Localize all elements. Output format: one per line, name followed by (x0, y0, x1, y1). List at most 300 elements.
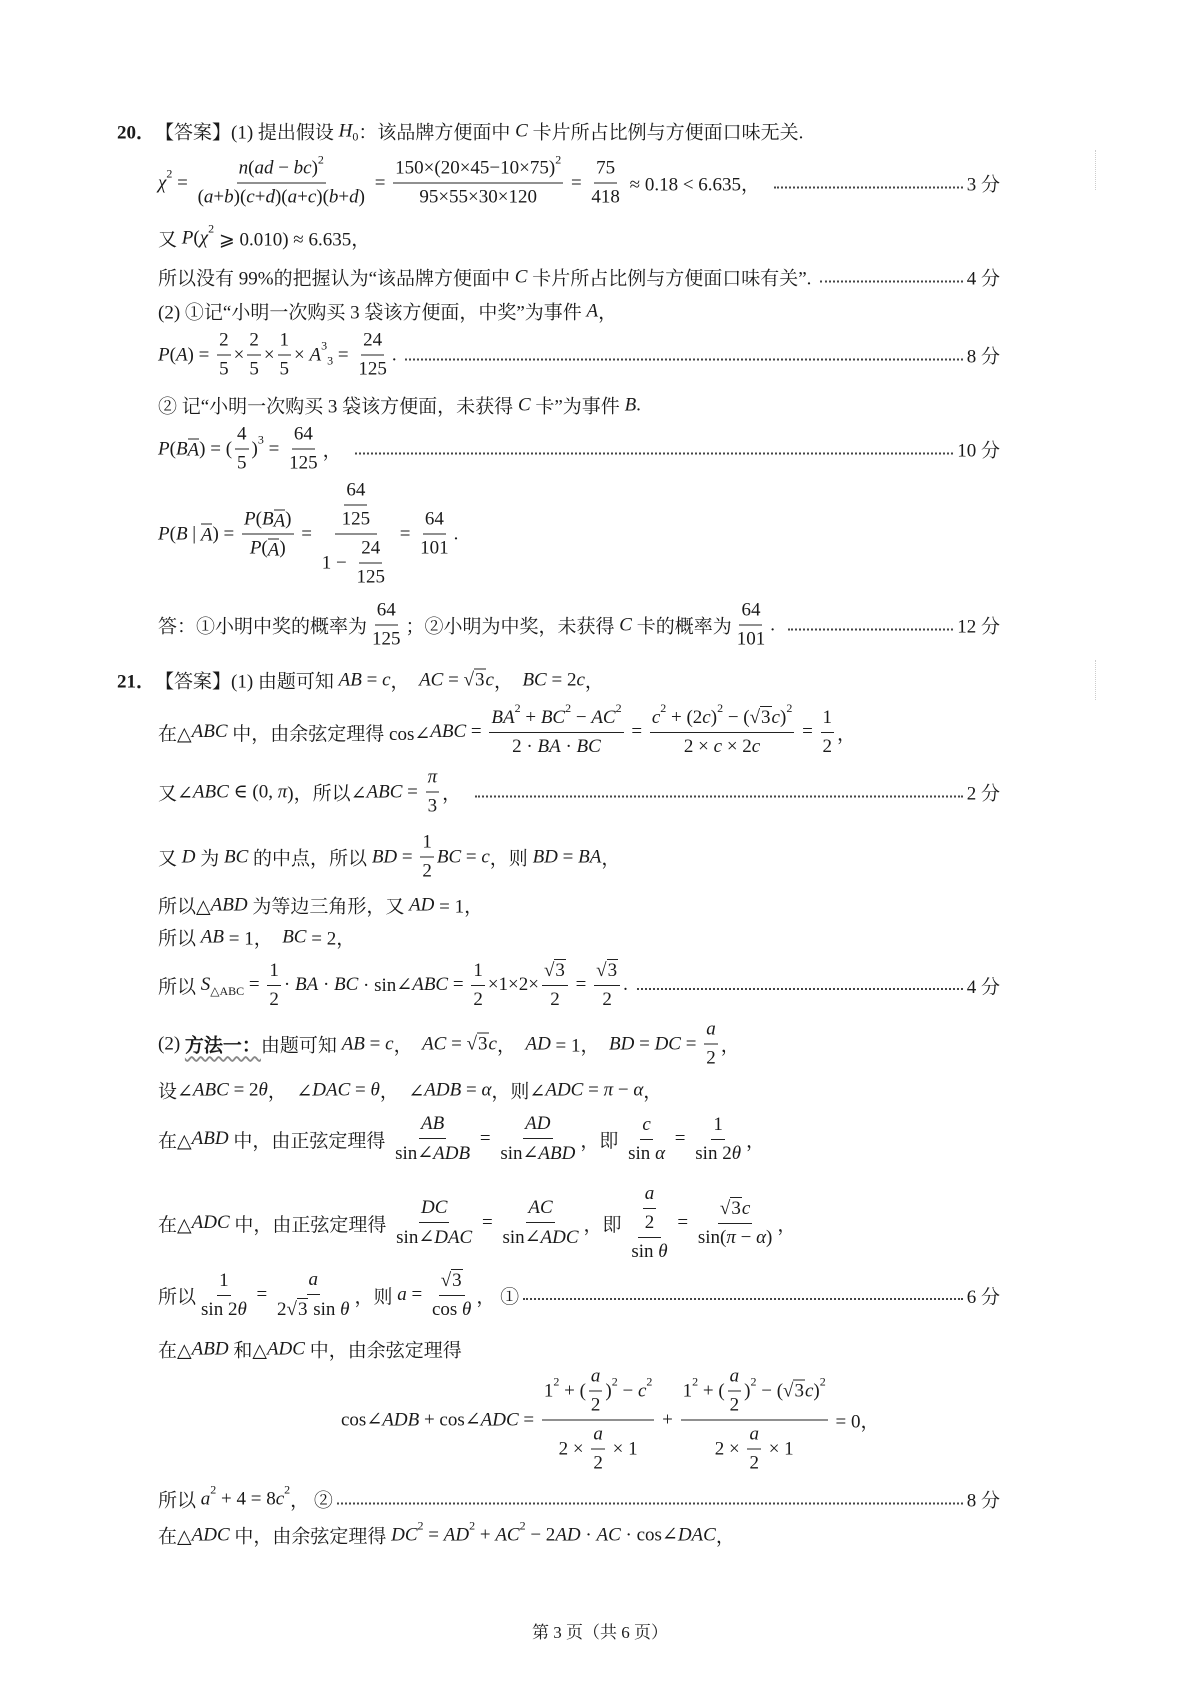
text: 在△ (158, 1340, 192, 1362)
text: ( (261, 537, 268, 559)
text: 卡片所占比例与方便面口味无关. (527, 122, 804, 144)
math-variable: ABD (191, 1338, 229, 1359)
text: 125 (358, 358, 387, 380)
text: 418 (591, 186, 620, 208)
text: ，即 (580, 1130, 624, 1152)
text: ( (169, 438, 176, 459)
text: 【答案】(1) 提出假设 (155, 122, 339, 144)
text: = (566, 172, 587, 193)
text: · (318, 974, 335, 995)
subscript: 0 (352, 129, 359, 144)
denominator (713, 1421, 796, 1475)
fraction (747, 1424, 761, 1475)
math-variable: α (756, 1227, 767, 1248)
text: + ( (559, 1380, 586, 1401)
cosine-law-adc (158, 1518, 1000, 1549)
math-variable: θ (658, 1241, 668, 1262)
math-variable: BC (282, 926, 307, 947)
math-variable: BA (491, 706, 515, 728)
fraction (693, 1114, 743, 1165)
text: = 0， (830, 1411, 880, 1433)
text: sin (308, 1298, 341, 1320)
text: . (636, 394, 641, 415)
text: + (657, 1409, 678, 1430)
fraction (728, 1366, 742, 1417)
denominator (275, 1295, 351, 1321)
fraction (196, 152, 367, 209)
dot-leader (337, 1502, 963, 1504)
side-lengths (158, 924, 1000, 951)
square-root (783, 1380, 805, 1403)
math-variable: B (175, 523, 188, 544)
math-variable: AD (525, 1113, 551, 1134)
math-variable: ABC (192, 781, 229, 802)
text: 2 × (714, 1438, 745, 1459)
superscript: 2 (553, 1374, 560, 1389)
text: 2 (706, 1047, 716, 1069)
denominator (821, 733, 835, 758)
math-variable: ADB (424, 1079, 462, 1100)
text: ， (777, 1214, 797, 1236)
math-variable: a (590, 1365, 601, 1387)
text: + (2 (666, 706, 703, 728)
fraction (498, 1113, 577, 1165)
superscript: 2 (519, 1518, 526, 1533)
text: ， (322, 440, 352, 462)
radicand: 3 (555, 960, 565, 981)
radicand: 3 (478, 1033, 488, 1055)
dot-leader (788, 628, 953, 630)
text: 3 (427, 795, 438, 817)
text: 2 (729, 1394, 740, 1416)
fraction (393, 1113, 472, 1165)
math-variable: a (729, 1365, 740, 1387)
text: 所以 (158, 928, 201, 950)
text: sin∠ (500, 1143, 539, 1164)
text: 答：①小明中奖的概率为 (158, 616, 368, 638)
text: − ( (756, 1380, 784, 1401)
math-variable: A (175, 344, 188, 365)
text: . (391, 344, 402, 365)
text: ， (715, 1526, 735, 1548)
text: 75 (596, 157, 616, 179)
fraction (426, 767, 440, 818)
denominator (393, 1139, 472, 1165)
superscript: 2 (692, 1374, 699, 1389)
math-variable: BA (294, 974, 319, 995)
text: 又 (158, 229, 182, 251)
fraction (735, 600, 768, 651)
score-points: 12 分 (957, 616, 1000, 638)
radical-sign-icon: √ (440, 1270, 452, 1291)
text: 64 (293, 423, 313, 445)
text: ， (584, 671, 604, 693)
text: 5 (237, 452, 247, 474)
denominator (682, 733, 762, 758)
text: 卡片所占比例与方便面口味有关”. (527, 268, 817, 290)
fraction (356, 330, 389, 381)
midpoint-d (158, 832, 1000, 883)
radical-sign-icon: √ (596, 960, 607, 981)
cosine-abc (158, 701, 1000, 758)
numerator (375, 600, 398, 626)
math-variable: c (642, 1113, 651, 1135)
math-variable: ABD (538, 1142, 576, 1164)
math-variable: χ (158, 172, 167, 193)
math-variable: DAC (434, 1226, 473, 1248)
numerator (359, 538, 382, 564)
numerator (242, 509, 293, 535)
math-variable: c (637, 1380, 647, 1401)
score-points: 8 分 (966, 1490, 1000, 1512)
text: 2 (473, 988, 483, 1010)
math-variable: π (427, 766, 438, 788)
text: 24 (361, 537, 381, 559)
numerator (643, 1183, 657, 1209)
text: = (446, 1033, 467, 1054)
numerator (821, 707, 835, 733)
math-variable: ad (254, 157, 274, 179)
math-variable: BC (576, 735, 601, 757)
text: = (263, 438, 285, 459)
text: × (233, 344, 245, 365)
superscript: 2 (166, 166, 173, 181)
text: = 2， (306, 928, 356, 950)
math-variable: AB (420, 1113, 445, 1134)
text: 的中点，所以 (248, 848, 372, 870)
text: = (583, 1079, 604, 1100)
numerator (591, 1424, 605, 1450)
score-points: 3 分 (966, 174, 1000, 196)
text: 2 × (558, 1438, 589, 1459)
denominator (471, 986, 485, 1011)
denominator (247, 356, 261, 381)
fraction (471, 960, 485, 1011)
text: 2 (602, 989, 612, 1010)
math-variable: AD (409, 894, 435, 915)
numerator (542, 959, 568, 986)
overline-variable: A (200, 524, 213, 546)
text: 中，由正弦定理得 (228, 1130, 391, 1152)
math-variable: c (713, 736, 723, 757)
fraction (287, 424, 320, 475)
numerator (393, 152, 563, 184)
math-variable: θ (258, 1079, 268, 1100)
text: ， (601, 848, 621, 870)
fraction (199, 1270, 249, 1321)
question-number: 20． (117, 122, 156, 144)
subscript: 3 (327, 353, 334, 368)
fraction (594, 959, 620, 1011)
text: 64 (346, 479, 366, 501)
text: ( (169, 344, 176, 365)
numerator (426, 767, 440, 793)
text: sin∠ (502, 1227, 541, 1248)
math-variable: d (349, 186, 359, 208)
denominator (557, 1421, 640, 1475)
subscript: △ABC (210, 983, 245, 998)
math-variable: P (158, 344, 170, 365)
dot-leader (405, 358, 962, 360)
numerator (361, 330, 384, 356)
denominator (735, 626, 768, 651)
text: ) (279, 537, 286, 559)
math-variable: DAC (312, 1079, 351, 1100)
math-variable: bc (293, 157, 312, 179)
math-variable: AC (596, 1524, 621, 1545)
text: ( (255, 508, 262, 530)
square-root (287, 1298, 309, 1321)
text: ， (390, 671, 420, 693)
math-variable: ABC (366, 781, 403, 802)
superscript: 2 (469, 1518, 476, 1533)
overline-variable: A (273, 510, 286, 531)
math-variable: AB (338, 669, 362, 690)
sine-law-adc (158, 1183, 1000, 1263)
math-variable: BC (224, 846, 249, 867)
text: + cos∠ (419, 1409, 481, 1431)
text: ) (766, 1227, 773, 1248)
text: ∈ (0, (228, 781, 278, 803)
denominator (340, 506, 373, 531)
math-variable: a (397, 1284, 407, 1305)
math-variable: ABC (192, 1079, 229, 1100)
superscript: 2 (317, 152, 324, 166)
denominator (370, 626, 403, 651)
text: )( (233, 186, 247, 208)
text: = (364, 1033, 386, 1054)
math-variable: B (261, 508, 274, 530)
math-variable: BA (578, 846, 602, 867)
fraction (704, 1019, 718, 1070)
fraction (235, 424, 249, 475)
text: 5 (219, 358, 229, 380)
text: 1 (822, 706, 833, 728)
method-one (158, 1019, 1000, 1070)
numerator (718, 1197, 752, 1224)
math-variable: BD (371, 846, 398, 867)
text: 1 − (321, 552, 352, 573)
text: 2 (550, 989, 560, 1010)
text: 2 × (683, 736, 714, 757)
denominator (217, 356, 231, 381)
math-variable: b (328, 186, 339, 208)
denominator (278, 356, 292, 381)
radicand: 3 (761, 707, 771, 728)
text: 1 (473, 959, 483, 981)
fraction (418, 509, 451, 560)
numerator (420, 832, 434, 858)
numerator (526, 1197, 554, 1223)
fraction (430, 1269, 473, 1321)
text: )( (316, 186, 329, 208)
text: ， ② (290, 1490, 333, 1512)
math-variable: θ (462, 1299, 472, 1320)
critical-value (158, 221, 1000, 252)
score-points: 6 分 (966, 1286, 1000, 1308)
text: ) = (212, 523, 240, 544)
math-variable: a (287, 186, 298, 208)
text: ) (710, 706, 718, 728)
text: × (263, 344, 275, 365)
text: 所以 (158, 1490, 201, 1512)
fraction (626, 1114, 667, 1165)
dot-leader (475, 795, 963, 797)
math-variable: AC (422, 1033, 447, 1054)
text: ， ∠ (267, 1081, 313, 1103)
math-variable: ABC (412, 974, 449, 995)
math-variable: θ (340, 1298, 350, 1320)
text: ) = ( (199, 438, 233, 459)
text: 【答案】(1) 由题可知 (155, 671, 339, 693)
fraction (591, 1424, 605, 1475)
text: 95×55×30×120 (419, 186, 537, 208)
fraction (821, 707, 835, 758)
page-footer: 第 3 页（共 6 页） (532, 1623, 668, 1642)
denominator (287, 450, 320, 475)
math-variable: DC (654, 1033, 681, 1054)
text: ， (442, 783, 471, 805)
math-variable: θ (237, 1298, 247, 1320)
text: )，所以∠ (287, 783, 367, 805)
text: = 1， (434, 896, 484, 918)
text: 2 (644, 1212, 655, 1233)
denominator (728, 1392, 742, 1417)
denominator (196, 184, 367, 209)
math-variable: ADC (540, 1226, 579, 1248)
text: 2 (822, 735, 833, 757)
text: = (423, 1524, 444, 1545)
fraction (394, 1197, 474, 1249)
math-variable: ABD (191, 1128, 229, 1149)
math-variable: n (238, 157, 249, 179)
text: 2 (749, 1452, 759, 1474)
text: 所以 (158, 976, 201, 998)
square-root (720, 1197, 742, 1220)
fraction (370, 600, 403, 651)
math-variable: BC (436, 846, 462, 867)
numerator (728, 1366, 742, 1392)
text: 125 (289, 452, 318, 474)
math-variable: a (203, 186, 214, 208)
math-variable: B (175, 438, 188, 459)
text: 1 (219, 1269, 229, 1291)
text: = (244, 974, 265, 995)
math-variable: π (603, 1079, 614, 1100)
superscript: 2 (565, 701, 572, 715)
fraction (320, 480, 392, 589)
numerator (681, 1366, 828, 1421)
overline-variable: A (267, 539, 280, 560)
text: 2 (422, 860, 432, 882)
math-variable: π (277, 781, 288, 802)
text: ) (605, 1380, 612, 1401)
text: = 2 (546, 669, 577, 690)
denominator (394, 1223, 474, 1249)
numerator (747, 1424, 761, 1450)
text: sin 2 (201, 1298, 238, 1320)
fraction (247, 330, 261, 381)
text: 2 (590, 1394, 601, 1416)
numerator (247, 330, 261, 356)
radicand: 3 (475, 669, 485, 691)
denominator (747, 1450, 761, 1475)
text: ， (837, 723, 857, 745)
text: = (797, 721, 818, 742)
denominator (354, 564, 387, 589)
math-variable: ADB (382, 1409, 420, 1430)
conclusion-1 (158, 264, 1000, 291)
math-variable: H (338, 120, 353, 141)
math-variable: AC (419, 669, 444, 690)
numerator (739, 600, 762, 626)
area-abc (158, 959, 1000, 1011)
text: × 2 (722, 736, 752, 757)
fraction (242, 509, 293, 560)
fraction (696, 1197, 775, 1249)
denominator (320, 535, 392, 589)
equilateral-abd (158, 892, 1000, 919)
text: sin (628, 1142, 656, 1164)
text: ( (248, 157, 255, 179)
radicand: 3 (297, 1299, 308, 1320)
math-variable: c (771, 706, 780, 728)
math-variable: a (593, 1423, 603, 1445)
fraction (340, 480, 373, 531)
math-variable: c (307, 186, 317, 208)
math-variable: P (249, 537, 262, 559)
math-variable: AC (591, 706, 616, 728)
text: + (254, 186, 266, 208)
math-variable: BC (334, 974, 359, 995)
answer-summary (158, 600, 1000, 651)
numerator (711, 1114, 725, 1140)
math-variable: c (702, 706, 711, 728)
text: · (580, 1524, 597, 1545)
method-label: 方法一： (184, 1035, 261, 1057)
text: = (251, 1284, 273, 1305)
text: ) (285, 508, 292, 530)
denominator (696, 1224, 775, 1249)
text: = (397, 846, 418, 867)
fraction (681, 1366, 828, 1475)
text: 又 (158, 848, 182, 870)
math-variable: AD (443, 1524, 470, 1545)
math-variable: a (308, 1269, 318, 1290)
text: ) (358, 186, 365, 208)
superscript: 2 (611, 1374, 618, 1389)
math-variable: π (726, 1227, 736, 1248)
text: ， (643, 1081, 663, 1103)
superscript: 2 (555, 152, 562, 166)
radical-sign-icon: √ (466, 1033, 478, 1055)
text: · sin∠ (358, 974, 413, 996)
text: + (213, 186, 225, 208)
text: 64 (376, 599, 396, 621)
text: = (406, 1284, 427, 1305)
text: × 1 (607, 1438, 638, 1459)
text: 5 (249, 358, 259, 380)
text: + (338, 186, 350, 208)
fraction (278, 330, 292, 381)
math-variable: BD (532, 846, 558, 867)
denominator (589, 1392, 603, 1417)
math-variable: c (576, 669, 585, 690)
superscript: 3 (321, 338, 328, 353)
denominator (548, 986, 562, 1011)
radicand: 3 (607, 960, 618, 981)
math-variable: AD (525, 1033, 551, 1054)
